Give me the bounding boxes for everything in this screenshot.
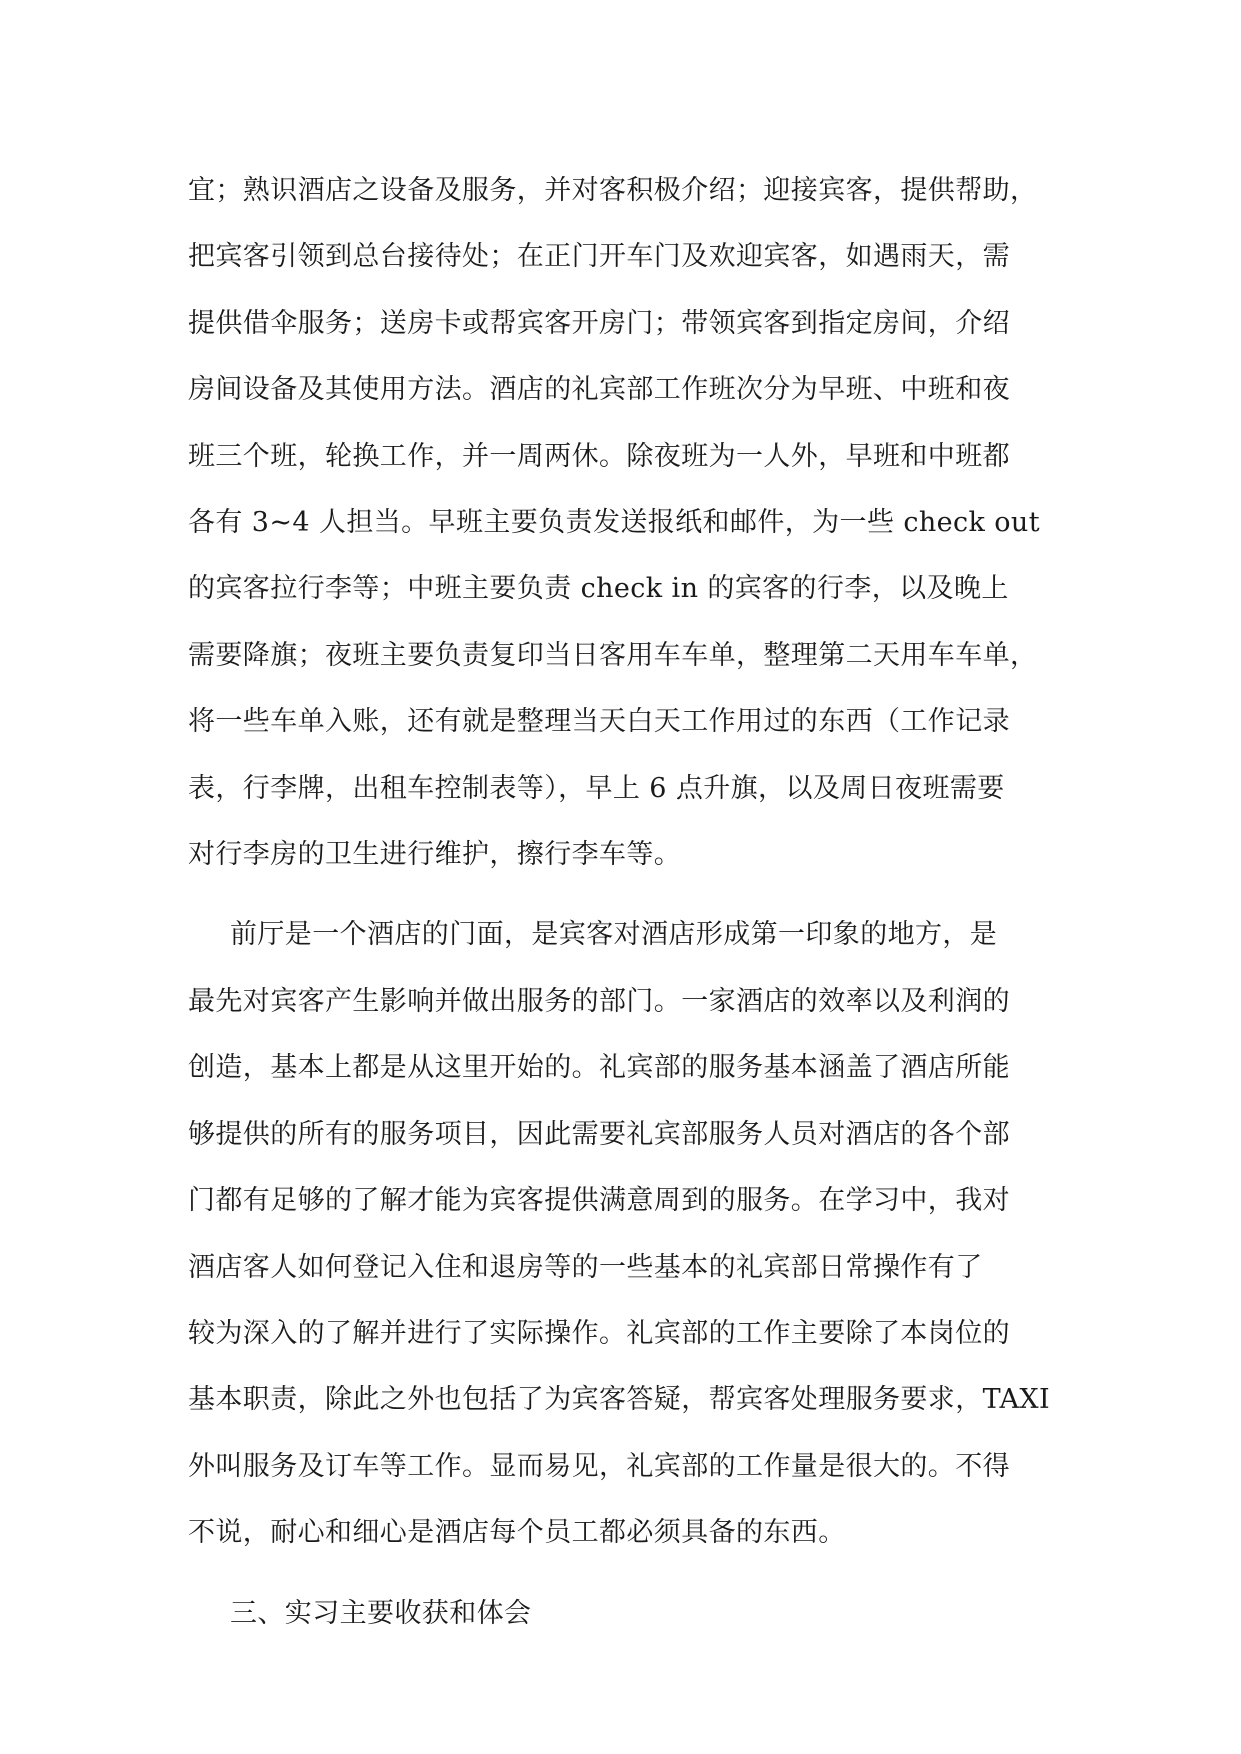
- text-line: 需要降旗；夜班主要负责复印当日客用车车单，整理第二天用车车单，: [188, 639, 1038, 671]
- paragraph-front-office: [188, 902, 1052, 1566]
- paragraph-spacer: [188, 888, 1052, 902]
- text-line: 的宾客拉行李等；中班主要负责 check in 的宾客的行李，以及晚上: [188, 573, 1009, 605]
- text-line: 把宾客引领到总台接待处；在正门开车门及欢迎宾客，如遇雨天，需: [188, 241, 1010, 273]
- text-line: 较为深入的了解并进行了实际操作。礼宾部的工作主要除了本岗位的: [188, 1317, 1010, 1349]
- text-line: 表，行李牌，出租车控制表等），早上 6 点升旗，以及周日夜班需要: [188, 772, 1005, 804]
- text-line: 创造，基本上都是从这里开始的。礼宾部的服务基本涵盖了酒店所能: [188, 1052, 1010, 1084]
- text-line: 酒店客人如何登记入住和退房等的一些基本的礼宾部日常操作有了: [188, 1251, 983, 1283]
- text-line: 对行李房的卫生进行维护，擦行李车等。: [188, 839, 682, 871]
- paragraph-concierge-duties: [188, 158, 1052, 888]
- section-heading: 三、实习主要收获和体会: [230, 1597, 532, 1629]
- text-line: 外叫服务及订车等工作。显而易见，礼宾部的工作量是很大的。不得: [188, 1450, 1010, 1482]
- text-line: 提供借伞服务；送房卡或帮宾客开房门；带领宾客到指定房间，介绍: [188, 307, 1010, 339]
- document-body: [188, 158, 1052, 1647]
- text-line: 房间设备及其使用方法。酒店的礼宾部工作班次分为早班、中班和夜: [188, 374, 1010, 406]
- text-line: 班三个班，轮换工作，并一周两休。除夜班为一人外，早班和中班都: [188, 440, 1010, 472]
- text-line: 门都有足够的了解才能为宾客提供满意周到的服务。在学习中，我对: [188, 1185, 1010, 1217]
- text-line: 各有 3~4 人担当。早班主要负责发送报纸和邮件，为一些 check out: [188, 507, 1040, 539]
- text-line: 基本职责，除此之外也包括了为宾客答疑，帮宾客处理服务要求，TAXI: [188, 1384, 1051, 1416]
- paragraph-spacer: [188, 1567, 1052, 1581]
- text-line: 最先对宾客产生影响并做出服务的部门。一家酒店的效率以及利润的: [188, 985, 1010, 1017]
- text-line-first: 前厅是一个酒店的门面，是宾客对酒店形成第一印象的地方，是: [230, 919, 998, 951]
- text-line: 不说，耐心和细心是酒店每个员工都必须具备的东西。: [188, 1517, 846, 1549]
- text-line: 够提供的所有的服务项目，因此需要礼宾部服务人员对酒店的各个部: [188, 1118, 1010, 1150]
- text-line: 将一些车单入账，还有就是整理当天白天工作用过的东西（工作记录: [188, 706, 1010, 738]
- text-line: 宜；熟识酒店之设备及服务，并对客积极介绍；迎接宾客，提供帮助，: [188, 175, 1038, 206]
